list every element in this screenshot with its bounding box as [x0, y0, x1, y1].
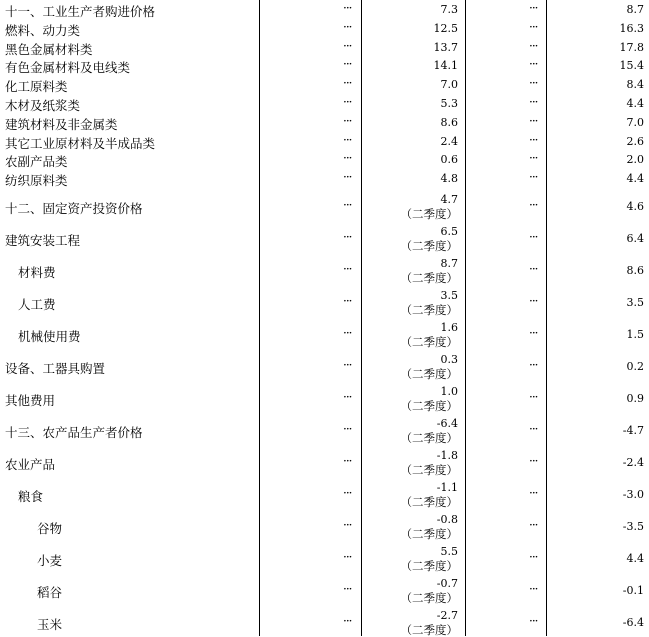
row-label: 化工原料类 [5, 79, 68, 95]
dots-col-1: ··· [343, 582, 352, 596]
dots-col-2: ··· [529, 262, 538, 276]
dots-col-2: ··· [529, 1, 538, 15]
row-label: 其他费用 [5, 393, 56, 408]
row-label: 建筑材料及非金属类 [5, 116, 118, 132]
dots-col-2: ··· [529, 76, 538, 91]
dots-col-1: ··· [343, 1, 352, 15]
value-col-2: -2.4 [622, 456, 644, 469]
value-col-1: 12.5 [433, 21, 458, 35]
dots-col-1: ··· [343, 422, 352, 436]
dots-col-2: ··· [529, 230, 538, 244]
value-col-1: 7.3 [440, 3, 458, 16]
quarter-note: （二季度） [400, 431, 458, 445]
value-col-2: 3.5 [626, 296, 644, 309]
row-label: 有色金属材料及电线类 [5, 60, 131, 76]
column-divider-3 [465, 0, 466, 636]
value-col-1: 8.7 [440, 257, 458, 270]
quarter-note: （二季度） [400, 559, 458, 573]
row-label: 粮食 [18, 489, 44, 504]
quarter-note: （二季度） [400, 335, 458, 349]
dots-col-2: ··· [529, 95, 538, 109]
row-label: 谷物 [37, 521, 63, 536]
dots-col-1: ··· [343, 454, 352, 468]
value-col-1: 5.3 [440, 97, 458, 110]
value-col-1: 0.3 [440, 353, 458, 366]
value-col-1: -2.7 [436, 609, 458, 622]
quarter-note: （二季度） [400, 399, 458, 413]
row-label: 燃料、动力类 [5, 22, 81, 38]
value-col-2: 15.4 [619, 59, 644, 73]
value-col-1: 2.4 [440, 134, 458, 148]
row-label: 玉米 [37, 617, 63, 632]
dots-col-1: ··· [343, 614, 352, 628]
dots-col-1: ··· [343, 294, 352, 308]
row-label: 农业产品 [5, 457, 56, 472]
value-col-2: 4.4 [626, 552, 644, 565]
value-col-2: -3.5 [622, 520, 644, 533]
row-label: 黑色金属材料类 [5, 41, 93, 57]
value-col-1: 6.5 [440, 225, 458, 238]
value-col-1: 1.0 [440, 385, 458, 398]
row-label: 农副产品类 [5, 154, 68, 170]
row-label: 其它工业原材料及半成品类 [5, 135, 156, 151]
value-col-2: 7.0 [626, 115, 644, 129]
dots-col-1: ··· [343, 390, 352, 404]
dots-col-2: ··· [529, 454, 538, 468]
value-col-1: 4.8 [440, 172, 458, 186]
dots-col-2: ··· [529, 614, 538, 628]
dots-col-1: ··· [343, 38, 352, 53]
value-col-2: 4.4 [626, 97, 644, 110]
quarter-note: （二季度） [400, 527, 458, 541]
dots-col-1: ··· [343, 113, 352, 128]
dots-col-1: ··· [343, 57, 352, 72]
value-col-1: -0.8 [436, 513, 458, 526]
quarter-note: （二季度） [400, 303, 458, 317]
value-col-1: -0.7 [436, 577, 458, 590]
dots-col-1: ··· [343, 76, 352, 91]
value-col-2: 8.7 [626, 3, 644, 16]
value-col-2: 1.5 [626, 328, 644, 341]
quarter-note: （二季度） [400, 271, 458, 285]
column-divider-4 [546, 0, 547, 636]
dots-col-1: ··· [343, 132, 352, 147]
value-col-2: -6.4 [622, 616, 644, 629]
dots-col-1: ··· [343, 230, 352, 244]
row-label: 设备、工器具购置 [5, 361, 106, 376]
dots-col-2: ··· [529, 113, 538, 128]
value-col-1: 0.6 [440, 153, 458, 167]
dots-col-2: ··· [529, 486, 538, 500]
value-col-1: 5.5 [440, 545, 458, 558]
value-col-2: 16.3 [619, 21, 644, 35]
dots-col-2: ··· [529, 19, 538, 34]
dots-col-1: ··· [343, 19, 352, 34]
row-label: 建筑安装工程 [5, 233, 81, 248]
row-label: 十三、农产品生产者价格 [5, 425, 143, 440]
dots-col-2: ··· [529, 390, 538, 404]
value-col-1: 1.6 [440, 321, 458, 334]
quarter-note: （二季度） [400, 591, 458, 605]
value-col-2: 4.6 [626, 200, 644, 213]
quarter-note: （二季度） [400, 623, 458, 637]
dots-col-1: ··· [343, 550, 352, 564]
value-col-1: 14.1 [433, 59, 458, 73]
value-col-2: 0.9 [626, 392, 644, 405]
dots-col-1: ··· [343, 95, 352, 109]
quarter-note: （二季度） [400, 207, 458, 221]
column-divider-2 [361, 0, 362, 636]
value-col-2: 17.8 [619, 40, 644, 54]
dots-col-1: ··· [343, 151, 352, 166]
value-col-2: 8.4 [626, 78, 644, 92]
value-col-2: -0.1 [622, 584, 644, 597]
dots-col-2: ··· [529, 582, 538, 596]
dots-col-2: ··· [529, 422, 538, 436]
dots-col-2: ··· [529, 198, 538, 212]
row-label: 十一、工业生产者购进价格 [5, 4, 156, 19]
dots-col-2: ··· [529, 550, 538, 564]
row-label: 人工费 [18, 297, 56, 312]
dots-col-2: ··· [529, 294, 538, 308]
value-col-2: -3.0 [622, 488, 644, 501]
value-col-2: 2.0 [626, 153, 644, 167]
dots-col-1: ··· [343, 326, 352, 340]
dots-col-1: ··· [343, 358, 352, 372]
row-label: 小麦 [37, 553, 63, 568]
dots-col-2: ··· [529, 38, 538, 53]
row-label: 稻谷 [37, 585, 63, 600]
dots-col-1: ··· [343, 198, 352, 212]
dots-col-2: ··· [529, 151, 538, 166]
row-label: 纺织原料类 [5, 173, 68, 189]
value-col-1: 13.7 [433, 40, 458, 54]
dots-col-2: ··· [529, 170, 538, 185]
value-col-1: -1.1 [436, 481, 458, 494]
row-label: 机械使用费 [18, 329, 81, 344]
dots-col-1: ··· [343, 170, 352, 185]
dots-col-2: ··· [529, 326, 538, 340]
dots-col-1: ··· [343, 486, 352, 500]
quarter-note: （二季度） [400, 239, 458, 253]
value-col-2: 0.2 [626, 360, 644, 373]
quarter-note: （二季度） [400, 463, 458, 477]
value-col-1: 7.0 [440, 78, 458, 92]
row-label: 材料费 [18, 265, 56, 280]
dots-col-2: ··· [529, 518, 538, 532]
value-col-2: -4.7 [622, 424, 644, 437]
value-col-2: 2.6 [626, 134, 644, 148]
value-col-1: -6.4 [436, 417, 458, 430]
dots-col-2: ··· [529, 57, 538, 72]
quarter-note: （二季度） [400, 367, 458, 381]
dots-col-1: ··· [343, 262, 352, 276]
value-col-2: 4.4 [626, 172, 644, 186]
dots-col-2: ··· [529, 132, 538, 147]
value-col-2: 8.6 [626, 264, 644, 277]
value-col-1: 4.7 [440, 193, 458, 206]
quarter-note: （二季度） [400, 495, 458, 509]
row-label: 木材及纸浆类 [5, 98, 81, 113]
column-divider-1 [259, 0, 260, 636]
value-col-1: -1.8 [436, 449, 458, 462]
row-label: 十二、固定资产投资价格 [5, 201, 143, 216]
dots-col-1: ··· [343, 518, 352, 532]
dots-col-2: ··· [529, 358, 538, 372]
value-col-2: 6.4 [626, 232, 644, 245]
value-col-1: 3.5 [440, 289, 458, 302]
value-col-1: 8.6 [440, 115, 458, 129]
